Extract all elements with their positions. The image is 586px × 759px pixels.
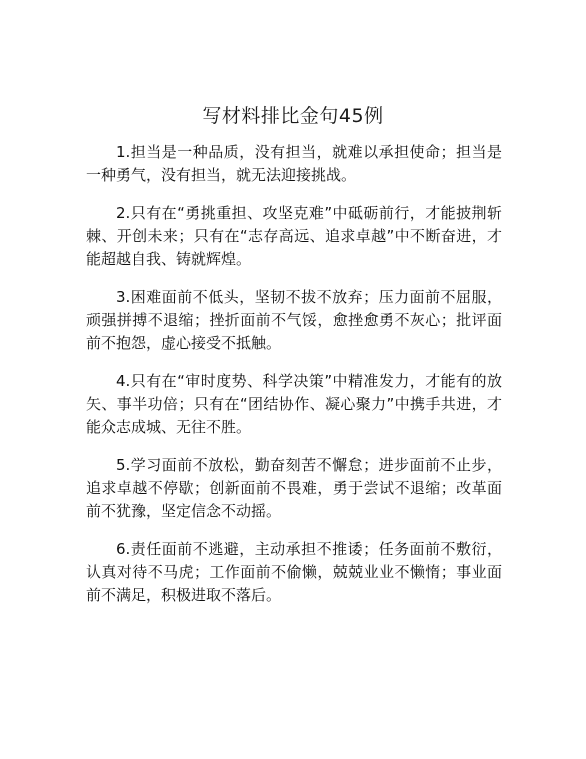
paragraph-5: 5.学习面前不放松，勤奋刻苦不懈怠；进步面前不止步，追求卓越不停歇；创新面前不畏难，勇于尝试不退缩；改革面前不犹豫，坚定信念不动摇。 (86, 456, 502, 520)
paragraph-4: 4.只有在“审时度势、科学决策”中精准发力，才能有的放矢、事半功倍；只有在“团结协作、凝心聚力”中携手共进，才能众志成城、无往不胜。 (86, 372, 502, 436)
paragraph-1: 1.担当是一种品质，没有担当，就难以承担使命；担当是一种勇气，没有担当，就无法迎接挑战。 (86, 143, 502, 184)
paragraph-2: 2.只有在“勇挑重担、攻坚克难”中砥砺前行，才能披荆斩棘、开创未来；只有在“志存高远、追求卓越”中不断奋进，才能超越自我、铸就辉煌。 (86, 204, 502, 268)
paragraph-3: 3.困难面前不低头，坚韧不拔不放弃；压力面前不屈服，顽强拼搏不退缩；挫折面前不气馁，愈挫愈勇不灰心；批评面前不抱怨，虚心接受不抵触。 (86, 288, 502, 352)
document-title: 写材料排比金句45例 (202, 105, 384, 127)
paragraph-6: 6.责任面前不逃避，主动承担不推诿；任务面前不敷衍，认真对待不马虎；工作面前不偷懒，兢兢业业不懒惰；事业面前不满足，积极进取不落后。 (86, 540, 502, 604)
document-body (86, 141, 502, 622)
